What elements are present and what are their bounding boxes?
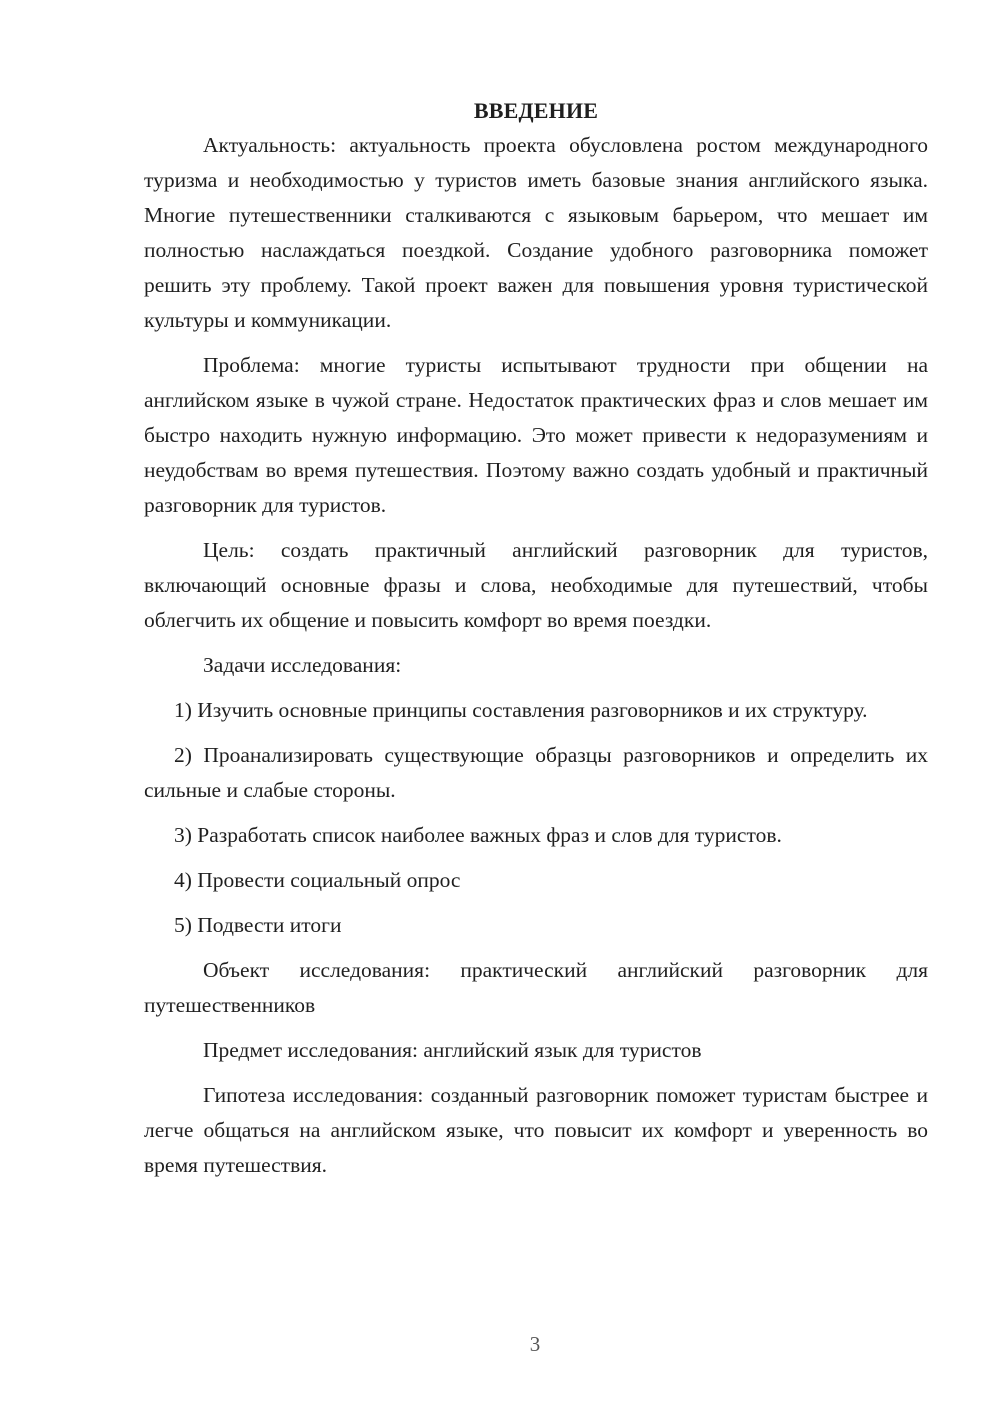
task-item-5: 5) Подвести итоги <box>174 913 342 937</box>
goal-paragraph: Цель: создать практичный английский разговорник для туристов, включающий основные фразы и слова, необходимые для путешествий, чтобы облегчить их общение и повысить комфорт во время поездки. <box>144 538 928 632</box>
relevance-paragraph: Актуальность: актуальность проекта обусловлена ростом международного туризма и необходимостью у туристов иметь базовые знания английского языка. Многие путешественники сталкиваются с языковым барьером, что мешает им полностью наслаждаться поездкой. Создание удобного разговорника поможет решить эту проблему. Такой проект важен для повышения уровня туристической культуры и коммуникации. <box>144 133 928 332</box>
hypothesis-paragraph: Гипотеза исследования: созданный разговорник поможет туристам быстрее и легче общаться на английском языке, что повысит их комфорт и уверенность во время путешествия. <box>144 1083 928 1177</box>
page-body <box>144 93 928 1183</box>
page-number: 3 <box>529 1332 541 1356</box>
object-paragraph: Объект исследования: практический английский разговорник для путешественников <box>144 958 928 1017</box>
section-heading: ВВЕДЕНИЕ <box>473 98 599 123</box>
problem-paragraph: Проблема: многие туристы испытывают трудности при общении на английском языке в чужой стране. Недостаток практических фраз и слов мешает им быстро находить нужную информацию. Это может привести к недоразумениям и неудобствам во время путешествия. Поэтому важно создать удобный и практичный разговорник для туристов. <box>144 353 928 517</box>
task-item-1: 1) Изучить основные принципы составления разговорников и их структуру. <box>174 698 868 722</box>
task-item-4: 4) Провести социальный опрос <box>174 868 461 892</box>
task-item-3: 3) Разработать список наиболее важных фраз и слов для туристов. <box>174 823 782 847</box>
task-item-2: 2) Проанализировать существующие образцы разговорников и определить их сильные и слабые стороны. <box>144 743 928 802</box>
subject-paragraph: Предмет исследования: английский язык для туристов <box>203 1038 702 1062</box>
tasks-title: Задачи исследования: <box>203 653 402 677</box>
